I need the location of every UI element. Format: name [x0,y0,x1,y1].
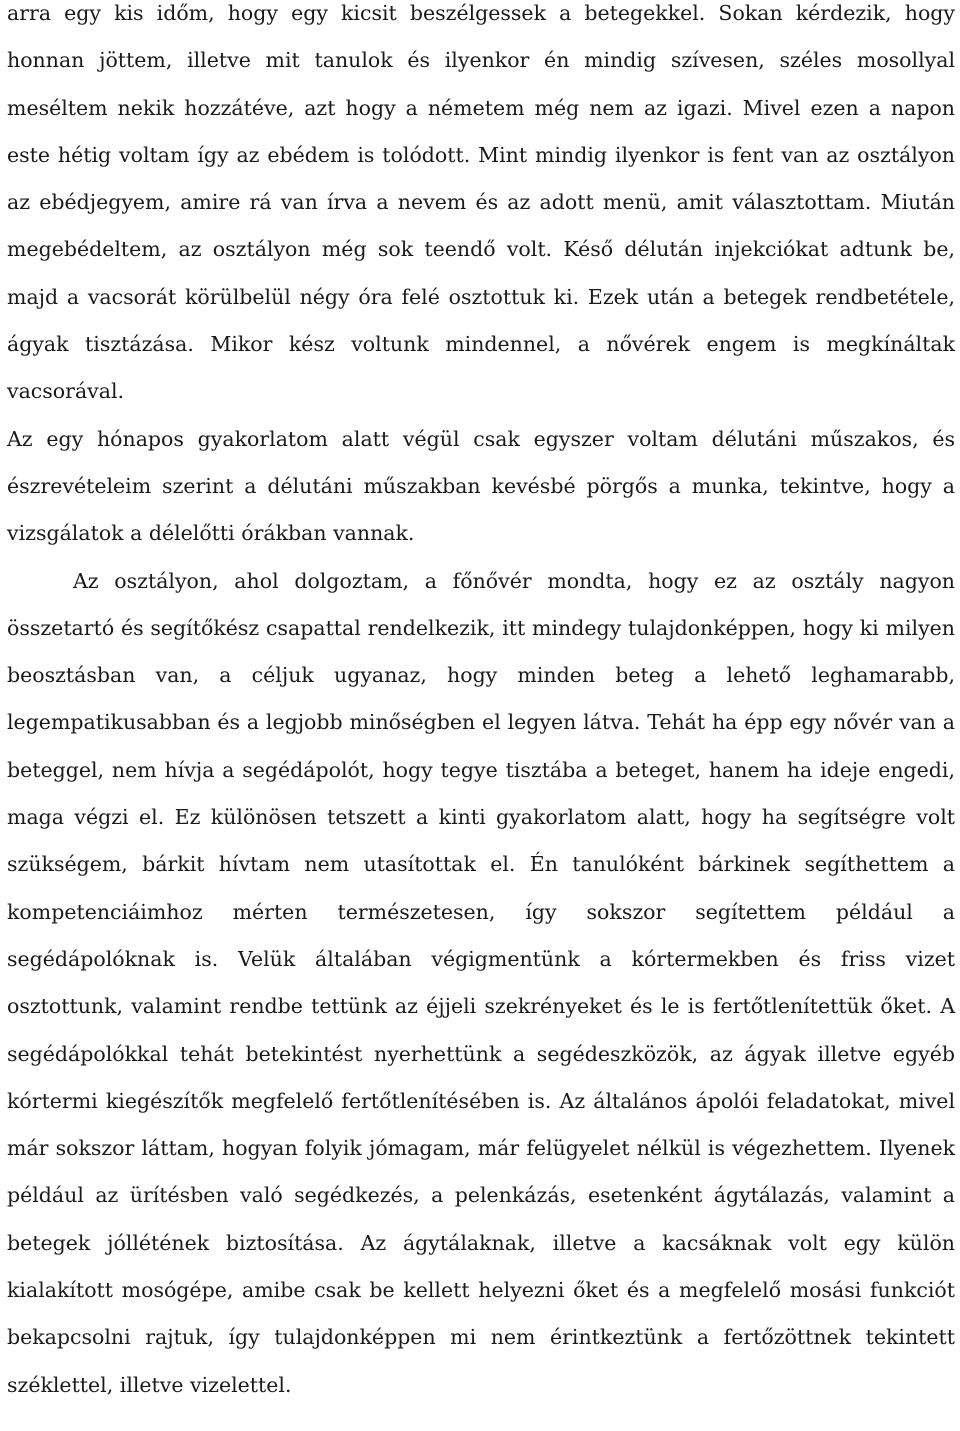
document-page [7,0,955,1409]
paragraph-3: Az osztályon, ahol dolgoztam, a főnővér mondta, hogy ez az osztály nagyon összetartó és segítőkész csapattal rendelkezik, itt mindegy tulajdonképpen, hogy ki milyen beosztásban van, a céljuk ugyanaz, hogy minden beteg a lehető leghamarabb, legempatikusabban és a legjobb minőségben el legyen látva. Tehát ha épp egy nővér van a beteggel, nem hívja a segédápolót, hogy tegye tisztába a beteget, hanem ha ideje engedi, maga végzi el. Ez különösen tetszett a kinti gyakorlatom alatt, hogy ha segítségre volt szükségem, bárkit hívtam nem utasítottak el. Én tanulóként bárkinek segíthettem a kompetenciáimhoz mérten természetesen, így sokszor segítettem például a segédápolóknak is. Velük általában végigmentünk a kórtermekben és friss vizet osztottunk, valamint rendbe tettünk az éjjeli szekrényeket és le is fertőtlenítettük őket. A segédápolókkal tehát betekintést nyerhettünk a segédeszközök, az ágyak illetve egyéb kórtermi kiegészítők megfelelő fertőtlenítésében is. Az általános ápolói feladatokat, mivel már sokszor láttam, hogyan folyik jómagam, már felügyelet nélkül is végezhettem. Ilyenek például az ürítésben való segédkezés, a pelenkázás, esetenként ágytálazás, valamint a betegek jóllétének biztosítása. Az ágytálaknak, illetve a kacsáknak volt egy külön kialakított mosógépe, amibe csak be kellett helyezni őket és a megfelelő mosási funkciót bekapcsolni rajtuk, így tulajdonképpen mi nem érintkeztünk a fertőzöttnek tekintett széklettel, illetve vizelettel. [7,568,955,1397]
paragraph-2: Az egy hónapos gyakorlatom alatt végül csak egyszer voltam délutáni műszakos, és észrevételeim szerint a délutáni műszakban kevésbé pörgős a munka, tekintve, hogy a vizsgálatok a délelőtti órákban vannak. [7,426,955,546]
paragraph-1: arra egy kis időm, hogy egy kicsit beszélgessek a betegekkel. Sokan kérdezik, hogy honnan jöttem, illetve mit tanulok és ilyenkor én mindig szívesen, széles mosollyal meséltem nekik hozzátéve, azt hogy a németem még nem az igazi. Mivel ezen a napon este hétig voltam így az ebédem is tolódott. Mint mindig ilyenkor is fent van az osztályon az ebédjegyem, amire rá van írva a nevem és az adott menü, amit választottam. Miután megebédeltem, az osztályon még sok teendő volt. Késő délután injekciókat adtunk be, majd a vacsorát körülbelül négy óra felé osztottuk ki. Ezek után a betegek rendbetétele, ágyak tisztázása. Mikor kész voltunk mindennel, a nővérek engem is megkínáltak vacsorával. [7,1,955,404]
